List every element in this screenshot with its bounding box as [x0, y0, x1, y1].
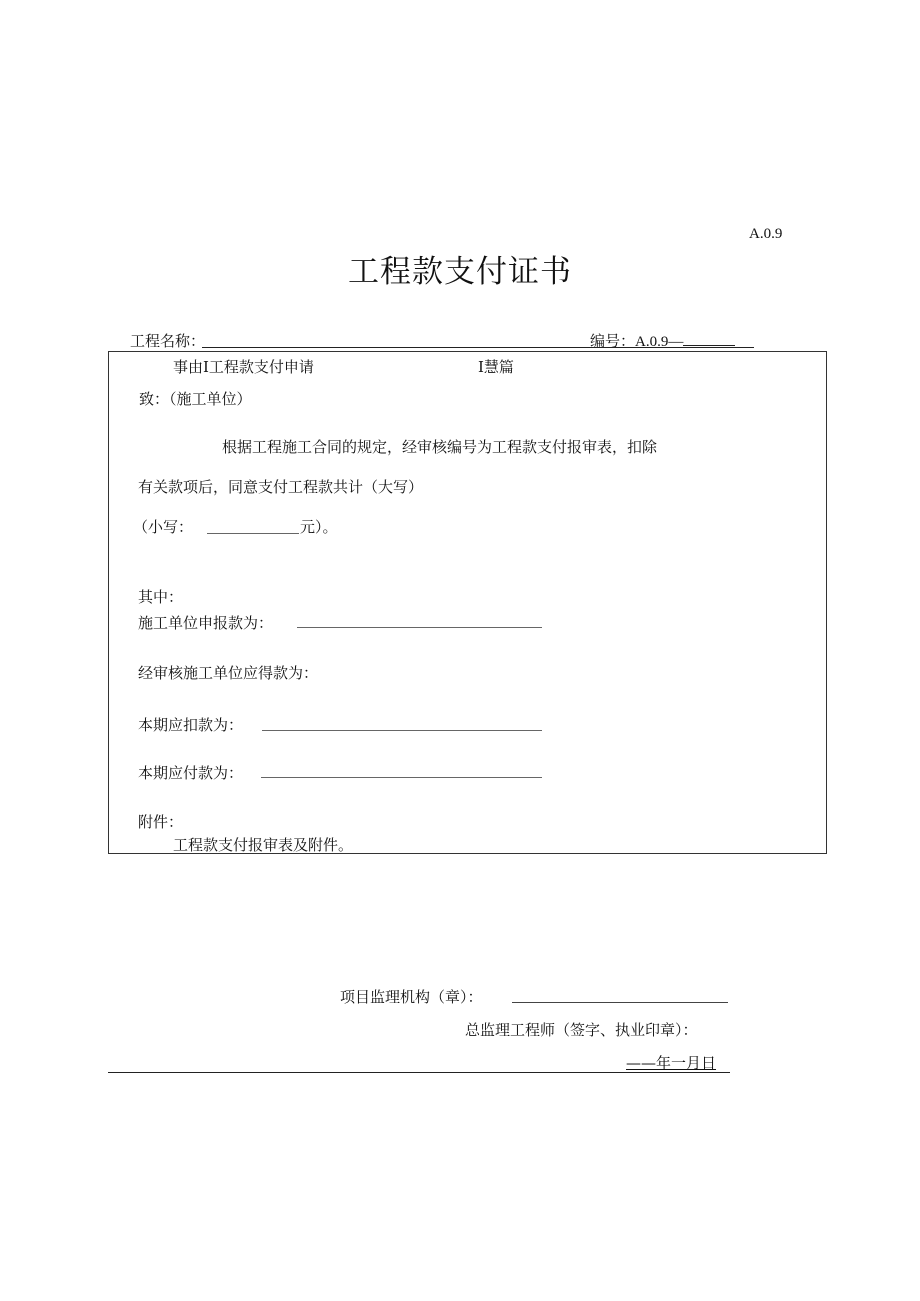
chief-engineer-label: 总监理工程师（签字、执业印章）： [465, 1021, 698, 1039]
small-amount-open: （小写： [133, 518, 194, 536]
attachment-label: 附件： [138, 813, 184, 831]
page-title: 工程款支付证书 [348, 254, 572, 290]
applied-amount-label: 施工单位申报款为： [138, 614, 274, 632]
addressee-label: 致：（施工单位） [139, 390, 252, 408]
small-amount-blank[interactable] [207, 533, 299, 534]
signature-baseline [108, 1072, 730, 1073]
attachment-item: 工程款支付报审表及附件。 [173, 836, 354, 854]
payable-line[interactable] [261, 777, 542, 778]
subject-text: 事由I工程款支付申请 [173, 358, 314, 376]
payable-label: 本期应付款为： [138, 764, 244, 782]
supervision-org-line[interactable] [512, 1002, 728, 1003]
body-line-2: 有关款项后，同意支付工程款共计（大写） [138, 478, 424, 496]
project-name-label: 工程名称： [130, 332, 206, 350]
body-line-1: 根据工程施工合同的规定，经审核编号为工程款支付报审表，扣除 [222, 438, 658, 456]
number-blank[interactable] [683, 333, 735, 346]
number-value: A.0.9— [635, 334, 684, 350]
subject-note: I慧篇 [478, 358, 514, 376]
supervision-org-label: 项目监理机构（章）： [340, 988, 483, 1006]
deduction-label: 本期应扣款为： [138, 716, 244, 734]
number-label: 编号： [590, 334, 636, 350]
approved-amount-label: 经审核施工单位应得款为： [138, 664, 319, 682]
applied-amount-line[interactable] [297, 627, 542, 628]
small-amount-unit: 元）。 [300, 518, 338, 536]
among-label: 其中： [138, 588, 184, 606]
project-name-line[interactable] [202, 347, 754, 348]
signature-date[interactable]: ——年一月日 [626, 1054, 717, 1072]
form-code: A.0.9 [749, 226, 783, 242]
deduction-line[interactable] [262, 730, 542, 731]
